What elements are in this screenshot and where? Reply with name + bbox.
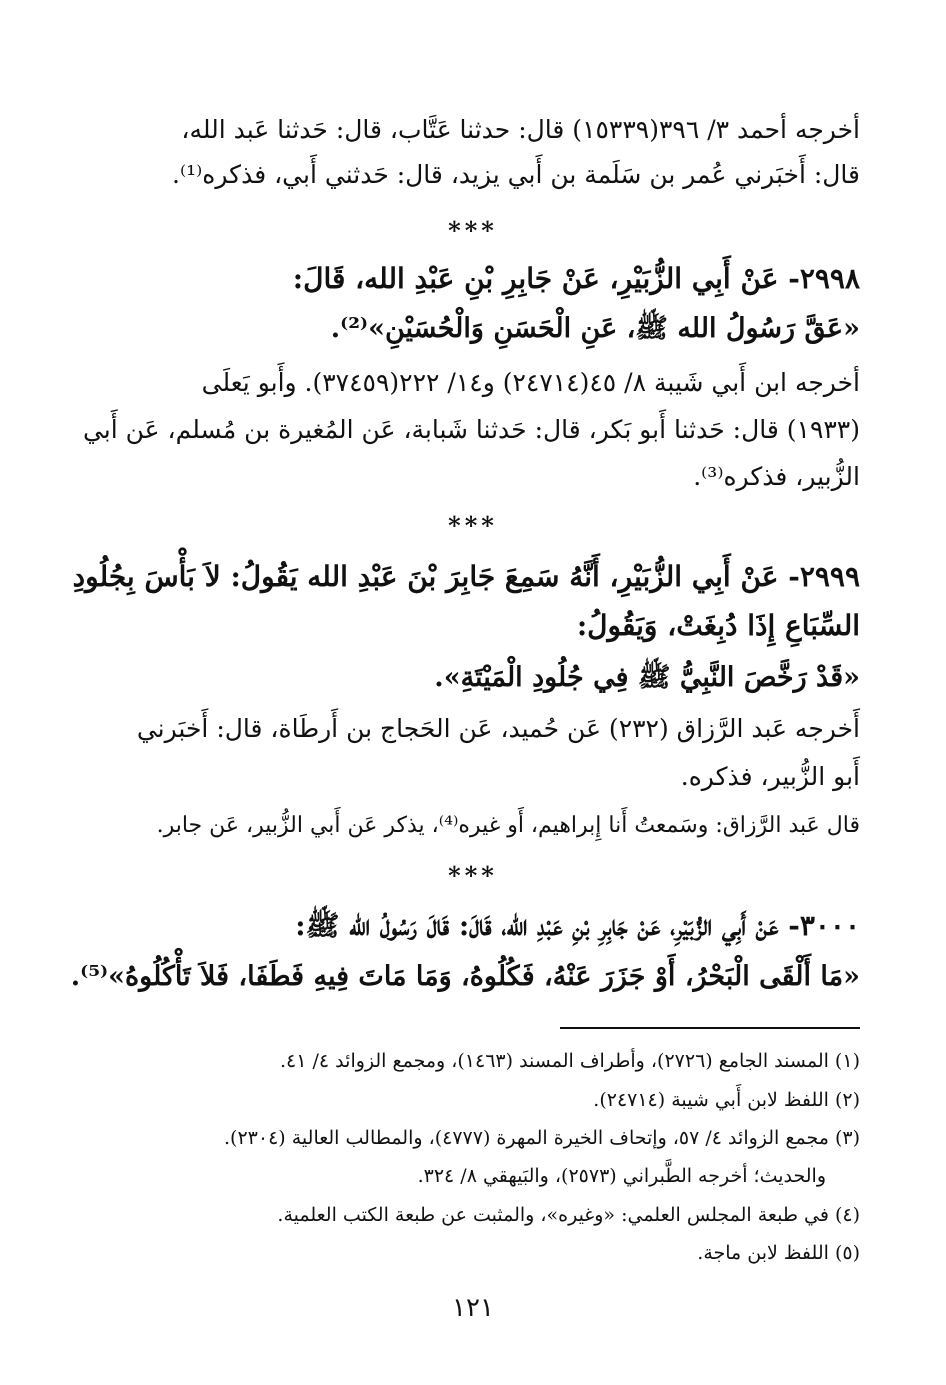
takhrij-line: أَبو الزُّبير، فذكره.	[680, 762, 860, 791]
footnote: (٢) اللفظ لابن أَبي شيبة (٢٤٧١٤).	[593, 1089, 860, 1111]
hadith-matn: «مَا أَلْقَى الْبَحْرُ، أَوْ جَزَرَ عَنْهُ، فَكُلُوهُ، وَمَا مَاتَ فِيهِ فَطَفَا، فَلاَ تَأْكُلُوهُ»⁽⁵⁾.	[70, 961, 860, 992]
takhrij-line: (١٩٣٣) قال: حَدثنا أَبو بَكر، قال: حَدثنا شَبابة، عَن المُغيرة بن مُسلم، عَن أَبي	[82, 415, 860, 444]
hadith-isnad: ٣٠٠٠- عَنْ أَبِي الزُّبَيْرِ، عَنْ جَابِرِ بْنِ عَبْدِ الله، قَالَ: قَالَ رَسُولُ الله ﷺ:	[295, 909, 860, 942]
section-separator: ***	[448, 511, 498, 540]
hadith-isnad: ٢٩٩٩- عَنْ أَبِي الزُّبَيْرِ، أَنَّهُ سَمِعَ جَابِرَ بْنَ عَبْدِ الله يَقُولُ: لاَ بَأْسَ بِجُلُودِ	[72, 560, 860, 593]
footnote: (٥) اللفظ لابن ماجة.	[697, 1242, 860, 1264]
page-number: ١٢١	[452, 1293, 494, 1323]
takhrij-line: الزُّبير، فذكره⁽³⁾.	[693, 462, 860, 491]
takhrij-line: أخرجه ابن أَبي شَيبة ٨/ ٤٥(٢٤٧١٤) و١٤/ ٢٢٢(٣٧٤٥٩). وأَبو يَعلَى	[201, 368, 860, 397]
takhrij-line: أخرجه أحمد ٣/ ٣٩٦(١٥٣٣٩) قال: حدثنا عَتَّاب، قال: حَدثنا عَبد الله،	[181, 115, 860, 144]
hadith-isnad: السِّبَاعِ إِذَا دُبِغَتْ، وَيَقُولُ:	[576, 609, 860, 642]
takhrij-line: قال: أَخبَرني عُمر بن سَلَمة بن أَبي يزيد، قال: حَدثني أَبي، فذكره⁽¹⁾.	[172, 160, 860, 189]
hadith-isnad: ٢٩٩٨- عَنْ أَبِي الزُّبَيْرِ، عَنْ جَابِرِ بْنِ عَبْدِ الله، قَالَ:	[292, 262, 860, 295]
footnote: (١) المسند الجامع (٢٧٢٦)، وأطراف المسند (١٤٦٣)، ومجمع الزوائد ٤/ ٤١.	[280, 1050, 860, 1072]
section-separator: ***	[448, 861, 498, 890]
footnote: (٣) مجمع الزوائد ٤/ ٥٧، وإتحاف الخيرة المهرة (٤٧٧٧)، والمطالب العالية (٢٣٠٤).	[224, 1127, 860, 1149]
hadith-matn: «قَدْ رَخَّصَ النَّبِيُّ ﷺ فِي جُلُودِ الْمَيْتَةِ».	[434, 662, 860, 693]
footnote-rule	[560, 1027, 860, 1029]
takhrij-line: أَخرجه عَبد الرَّزاق (٢٣٢) عَن حُميد، عَن الحَجاج بن أَرطَاة، قال: أَخبَرني	[136, 714, 860, 743]
footnote: (٤) في طبعة المجلس العلمي: «وغيره»، والمثبت عن طبعة الكتب العلمية.	[277, 1204, 860, 1226]
footnote-continuation: والحديث؛ أخرجه الطَّبراني (٢٥٧٣)، والبَيهقي ٨/ ٣٢٤.	[417, 1165, 826, 1187]
editor-note: قال عَبد الرَّزاق: وسَمعتُ أَنا إِبراهيم، أَو غيره⁽⁴⁾، يذكر عَن أَبي الزُّبير، عَن جابر.	[156, 813, 860, 838]
hadith-matn: «عَقَّ رَسُولُ الله ﷺ، عَنِ الْحَسَنِ وَالْحُسَيْنِ»⁽²⁾.	[330, 313, 860, 344]
section-separator: ***	[448, 216, 498, 245]
